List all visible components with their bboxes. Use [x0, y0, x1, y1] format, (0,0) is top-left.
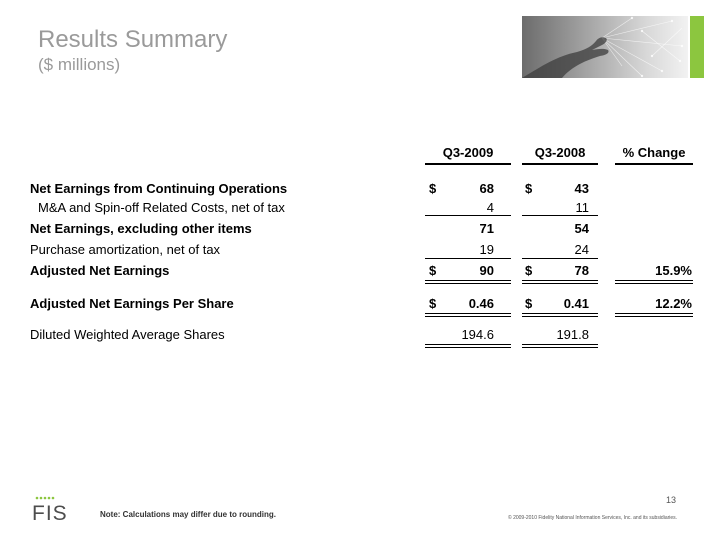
subtotal-rule [425, 258, 511, 259]
cell-q3-2009: 90 [479, 263, 494, 278]
header-q3-2009: Q3-2009 [442, 145, 494, 160]
total-double-rule [522, 344, 598, 348]
row-label-net-earnings-continuing: Net Earnings from Continuing Operations [30, 181, 288, 196]
currency-symbol: $ [429, 296, 437, 311]
page-number: 13 [666, 495, 677, 505]
subtotal-rule [522, 215, 598, 216]
total-double-rule [522, 280, 598, 284]
cell-percent-change: 15.9% [655, 263, 692, 278]
row-label-net-earnings-excluding: Net Earnings, excluding other items [30, 221, 252, 236]
header-percent-change: % Change [622, 145, 686, 160]
cell-percent-change: 12.2% [655, 296, 692, 311]
row-label-diluted-shares: Diluted Weighted Average Shares [30, 327, 225, 342]
total-double-rule [425, 280, 511, 284]
cell-q3-2009: 4 [486, 200, 494, 215]
row-label-ma-spinoff-costs: M&A and Spin-off Related Costs, net of tax [38, 200, 285, 215]
total-double-rule [522, 313, 598, 317]
cell-q3-2009: 194.6 [461, 327, 494, 342]
slide-subtitle: ($ millions) [38, 55, 121, 74]
cell-q3-2008: 54 [574, 221, 589, 236]
cell-q3-2008: 78 [574, 263, 589, 278]
row-label-adjusted-net-earnings: Adjusted Net Earnings [30, 263, 170, 278]
cell-q3-2008: 191.8 [556, 327, 589, 342]
total-double-rule [425, 344, 511, 348]
total-double-rule [615, 313, 693, 317]
cell-q3-2009: 68 [479, 181, 494, 196]
header-underline-q3-2009 [425, 163, 511, 165]
currency-symbol: $ [525, 263, 533, 278]
cell-q3-2009: 71 [479, 221, 494, 236]
subtotal-rule [425, 215, 511, 216]
header-q3-2008: Q3-2008 [534, 145, 586, 160]
row-label-purchase-amortization: Purchase amortization, net of tax [30, 242, 221, 257]
currency-symbol: $ [429, 181, 437, 196]
row-label-adjusted-eps: Adjusted Net Earnings Per Share [30, 296, 234, 311]
logo-text: FIS [32, 502, 68, 523]
cell-q3-2008: 11 [575, 200, 589, 215]
total-double-rule [615, 280, 693, 284]
total-double-rule [425, 313, 511, 317]
currency-symbol: $ [525, 296, 533, 311]
slide-title: Results Summary [38, 26, 228, 53]
copyright-text: © 2009-2010 Fidelity National Information Services, Inc. and its subsidiaries. [508, 515, 678, 521]
currency-symbol: $ [429, 263, 437, 278]
network-hand-image [522, 16, 688, 78]
currency-symbol: $ [525, 181, 533, 196]
cell-q3-2008: 0.41 [563, 296, 589, 311]
fis-logo [30, 495, 80, 523]
header-underline-q3-2008 [522, 163, 598, 165]
accent-bar [690, 16, 704, 78]
cell-q3-2008: 43 [574, 181, 589, 196]
rounding-note: Note: Calculations may differ due to rounding. [100, 510, 277, 519]
cell-q3-2009: 0.46 [468, 296, 494, 311]
header-photo [522, 16, 688, 78]
cell-q3-2008: 24 [574, 242, 589, 257]
subtotal-rule [522, 258, 598, 259]
header-underline-change [615, 163, 693, 165]
cell-q3-2009: 19 [479, 242, 494, 257]
